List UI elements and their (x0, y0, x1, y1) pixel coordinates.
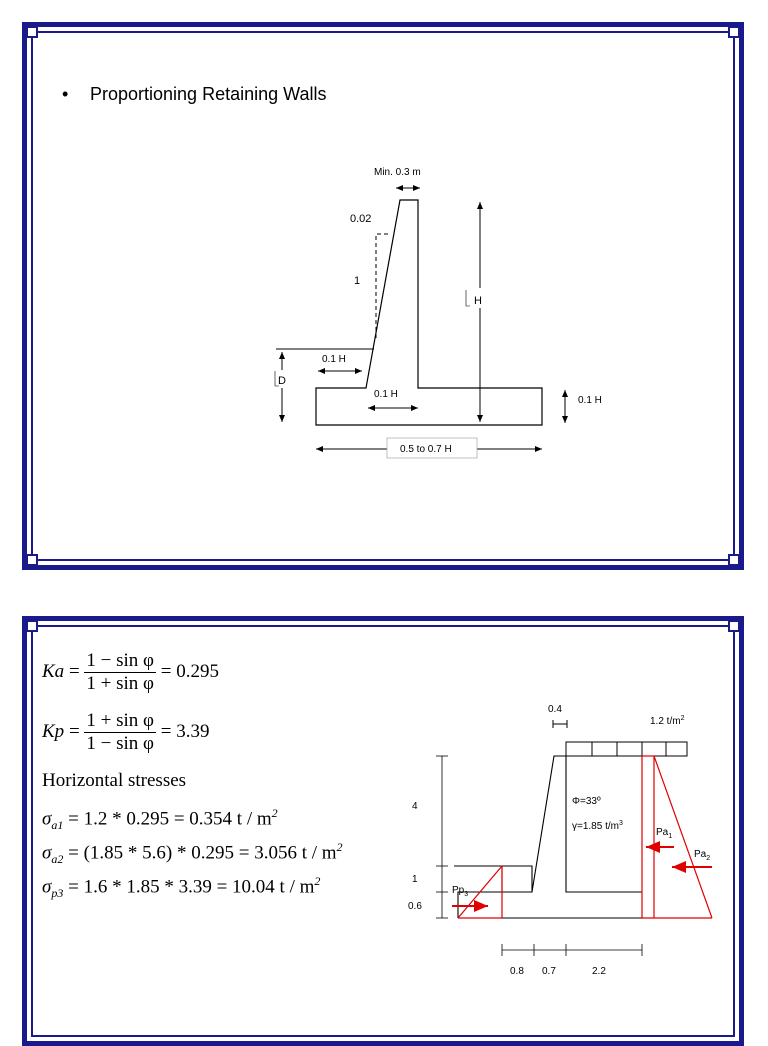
phi-label: Φ=33º (572, 796, 601, 807)
dim-07-label: 0.7 (542, 966, 556, 977)
heel-offset-label: 0.1 H (374, 389, 398, 400)
dim-22-label: 2.2 (592, 966, 606, 977)
top-width-label: 0.4 (548, 704, 562, 715)
sigma-a1-equation: $\sigma_{a1} = 1.2 * 0.295 = 0.354$ t / $m^2$ (42, 806, 278, 833)
pa2-label: $Pa_2$ (694, 849, 711, 862)
wall-outline (316, 200, 542, 425)
wall-outline (458, 756, 642, 918)
base-width-label: 0.5 to 0.7 H (400, 444, 452, 455)
surcharge-label: 1.2 $t/m^2$ (650, 715, 685, 727)
depth-label: D (278, 375, 286, 387)
batter-h-label: 0.02 (350, 213, 372, 225)
pa1-label: $Pa_1$ (656, 827, 673, 840)
retaining-wall-diagram (22, 22, 744, 570)
bullet-icon: • (62, 84, 69, 104)
pressure-diagram (22, 616, 744, 1046)
gamma-label: γ=1.85 $t/m^3$ (572, 820, 623, 832)
height-label: H (474, 295, 482, 307)
dim-4-label: 4 (412, 801, 418, 812)
horizontal-stresses-heading: Horizontal stresses (42, 770, 187, 791)
pp3-label: $Pp_3$ (452, 885, 469, 898)
dim-06-label: 0.6 (408, 901, 422, 912)
slide-2 (22, 616, 744, 1046)
slide-1 (22, 22, 744, 570)
sigma-a2-equation: $\sigma_{a2} = (1.85 * 5.6) * 0.295 = 3.056$ t / $m^2$ (42, 840, 343, 867)
toe-label: 0.1 H (322, 354, 346, 365)
dim-1-label: 1 (412, 874, 418, 885)
bullet-text: Proportioning Retaining Walls (90, 84, 327, 104)
sigma-p3-equation: $\sigma_{p3} = 1.6 * 1.85 * 3.39 = 10.04$ t / $m^2$ (42, 874, 321, 901)
surcharge-load (566, 742, 687, 756)
base-thickness-label: 0.1 H (578, 395, 602, 406)
min-top-label: Min. 0.3 m (374, 167, 421, 178)
kp-equation: Kp = $\frac{\text{1 + sin φ}}{\text{1 − sin φ}}$ = 3.39 (42, 710, 210, 754)
batter-v-label: 1 (354, 275, 361, 287)
dim-08-label: 0.8 (510, 966, 524, 977)
ka-equation: Ka = $\frac{\text{1 − sin φ}}{\text{1 + sin φ}}$ = 0.295 (42, 650, 219, 694)
